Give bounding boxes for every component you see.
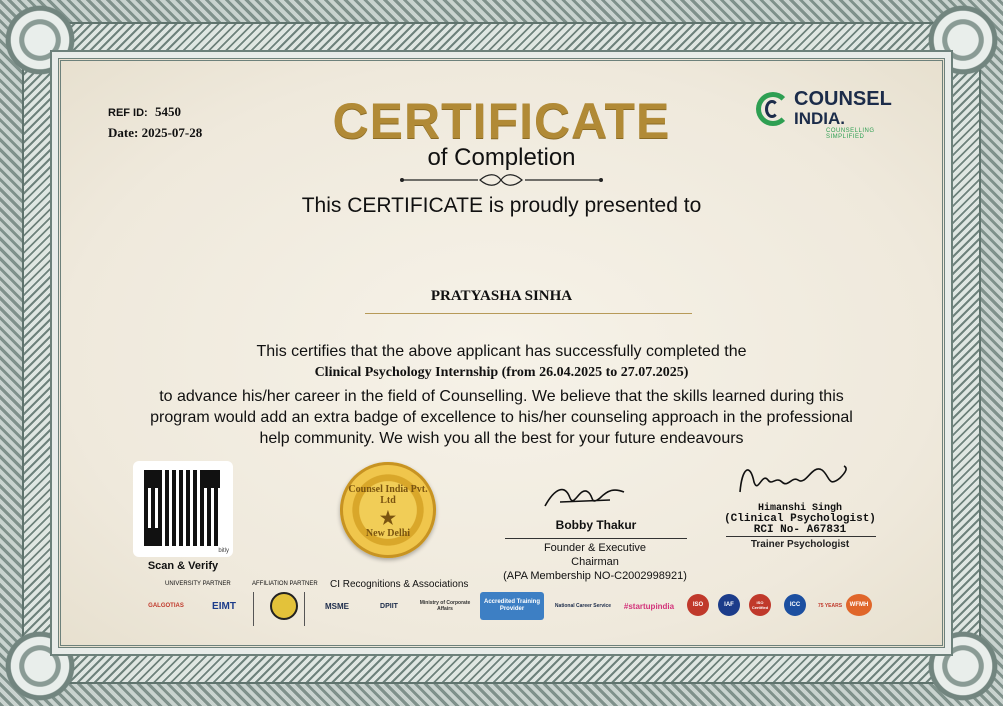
signatory2-line [726, 536, 876, 537]
recipient-name: PRATYASHA SINHA [430, 288, 573, 304]
signatory2-name: Himanshi Singh [757, 503, 842, 514]
body-line-1: This certifies that the above applicant has successfully completed the [256, 343, 747, 360]
course-title: Clinical Psychology Internship (from 26.04.2025 to 27.07.2025) [314, 365, 689, 380]
signatory1-name: Bobby Thakur [555, 518, 637, 532]
university-partner-label: UNIVERSITY PARTNER [165, 581, 231, 587]
signature-bobby-thakur [540, 478, 630, 512]
signature-himanshi-singh [732, 458, 852, 500]
name-underline [365, 313, 692, 314]
startupindia-logo: #startupindia [623, 601, 675, 611]
logo-line2: INDIA. [794, 109, 845, 128]
signatory1-title-line2: Chairman [571, 556, 619, 568]
ref-id-value: 5450 [154, 104, 181, 119]
logo-line1: COUNSEL [794, 88, 892, 110]
divider [253, 592, 254, 626]
affiliation-logo-icon [270, 592, 298, 620]
eimt-logo: EIMT [212, 600, 236, 612]
iso-logo: ISO [687, 594, 709, 616]
date-value: 2025-07-28 [141, 125, 203, 140]
iso-certified-logo: ISO Certified [749, 594, 771, 616]
seal-bottom-text: New Delhi [365, 528, 411, 539]
logo-tagline: COUNSELLING SIMPLIFIED [826, 128, 875, 140]
certificate-title: CERTIFICATE [332, 93, 671, 149]
icc-logo: ICC [784, 594, 806, 616]
signatory2-credential: (Clinical Psychologist) [724, 513, 876, 525]
affiliation-partner-label: AFFILIATION PARTNER [252, 581, 318, 587]
body-line: to advance his/her career in the field of Counselling. We believe that the skills learned during this [159, 388, 844, 405]
galgotias-logo: GALGOTIAS [148, 603, 184, 609]
ncs-logo: National Career Service [554, 603, 612, 609]
counsel-india-logo [756, 88, 906, 140]
75-years-logo: 75 YEARS [817, 603, 843, 609]
seal-star-icon: ★ [379, 508, 397, 528]
signatory1-line [505, 538, 687, 539]
body-text [90, 386, 913, 449]
signatory1-title [495, 541, 695, 583]
iaf-logo: IAF [718, 594, 740, 616]
presented-to-text: This CERTIFICATE is proudly presented to [301, 194, 702, 217]
seal-top-text: Counsel India Pvt. Ltd [348, 484, 428, 506]
signatory1-membership: (APA Membership NO-C2002998921) [503, 570, 687, 582]
logo-inner-c-icon [765, 100, 779, 118]
wfmh-logo: WFMH [846, 594, 872, 616]
body-line: program would add an extra badge of excellence to his/her counseling approach in the professional [150, 409, 853, 426]
signatory2-rci: RCI No- A67831 [753, 524, 847, 536]
signatory1-title-line1: Founder & Executive [543, 542, 647, 554]
flourish-divider-icon [400, 173, 603, 187]
date-label: Date: [108, 125, 139, 140]
msme-logo: MSME [325, 601, 349, 611]
mca-logo: Ministry of Corporate Affairs [419, 600, 471, 612]
gold-seal [340, 462, 436, 558]
signatory2-role: Trainer Psychologist [750, 539, 850, 550]
ref-id-label: REF ID: [108, 107, 148, 119]
divider [304, 592, 305, 626]
dpiit-logo: DPIIT [380, 602, 398, 610]
recognitions-label: CI Recognitions & Associations [330, 579, 469, 590]
qr-code-icon [144, 470, 220, 546]
qr-code[interactable] [133, 461, 233, 557]
partner-logos [134, 592, 874, 628]
scan-verify-caption: Scan & Verify [147, 560, 219, 572]
certificate-subtitle: of Completion [427, 144, 576, 171]
body-line: help community. We wish you all the best for your future endeavours [259, 430, 744, 447]
signatory2-block [720, 503, 880, 536]
accredited-training-provider-logo: Accredited Training Provider [480, 592, 544, 620]
qr-brand: bitly [218, 548, 229, 554]
